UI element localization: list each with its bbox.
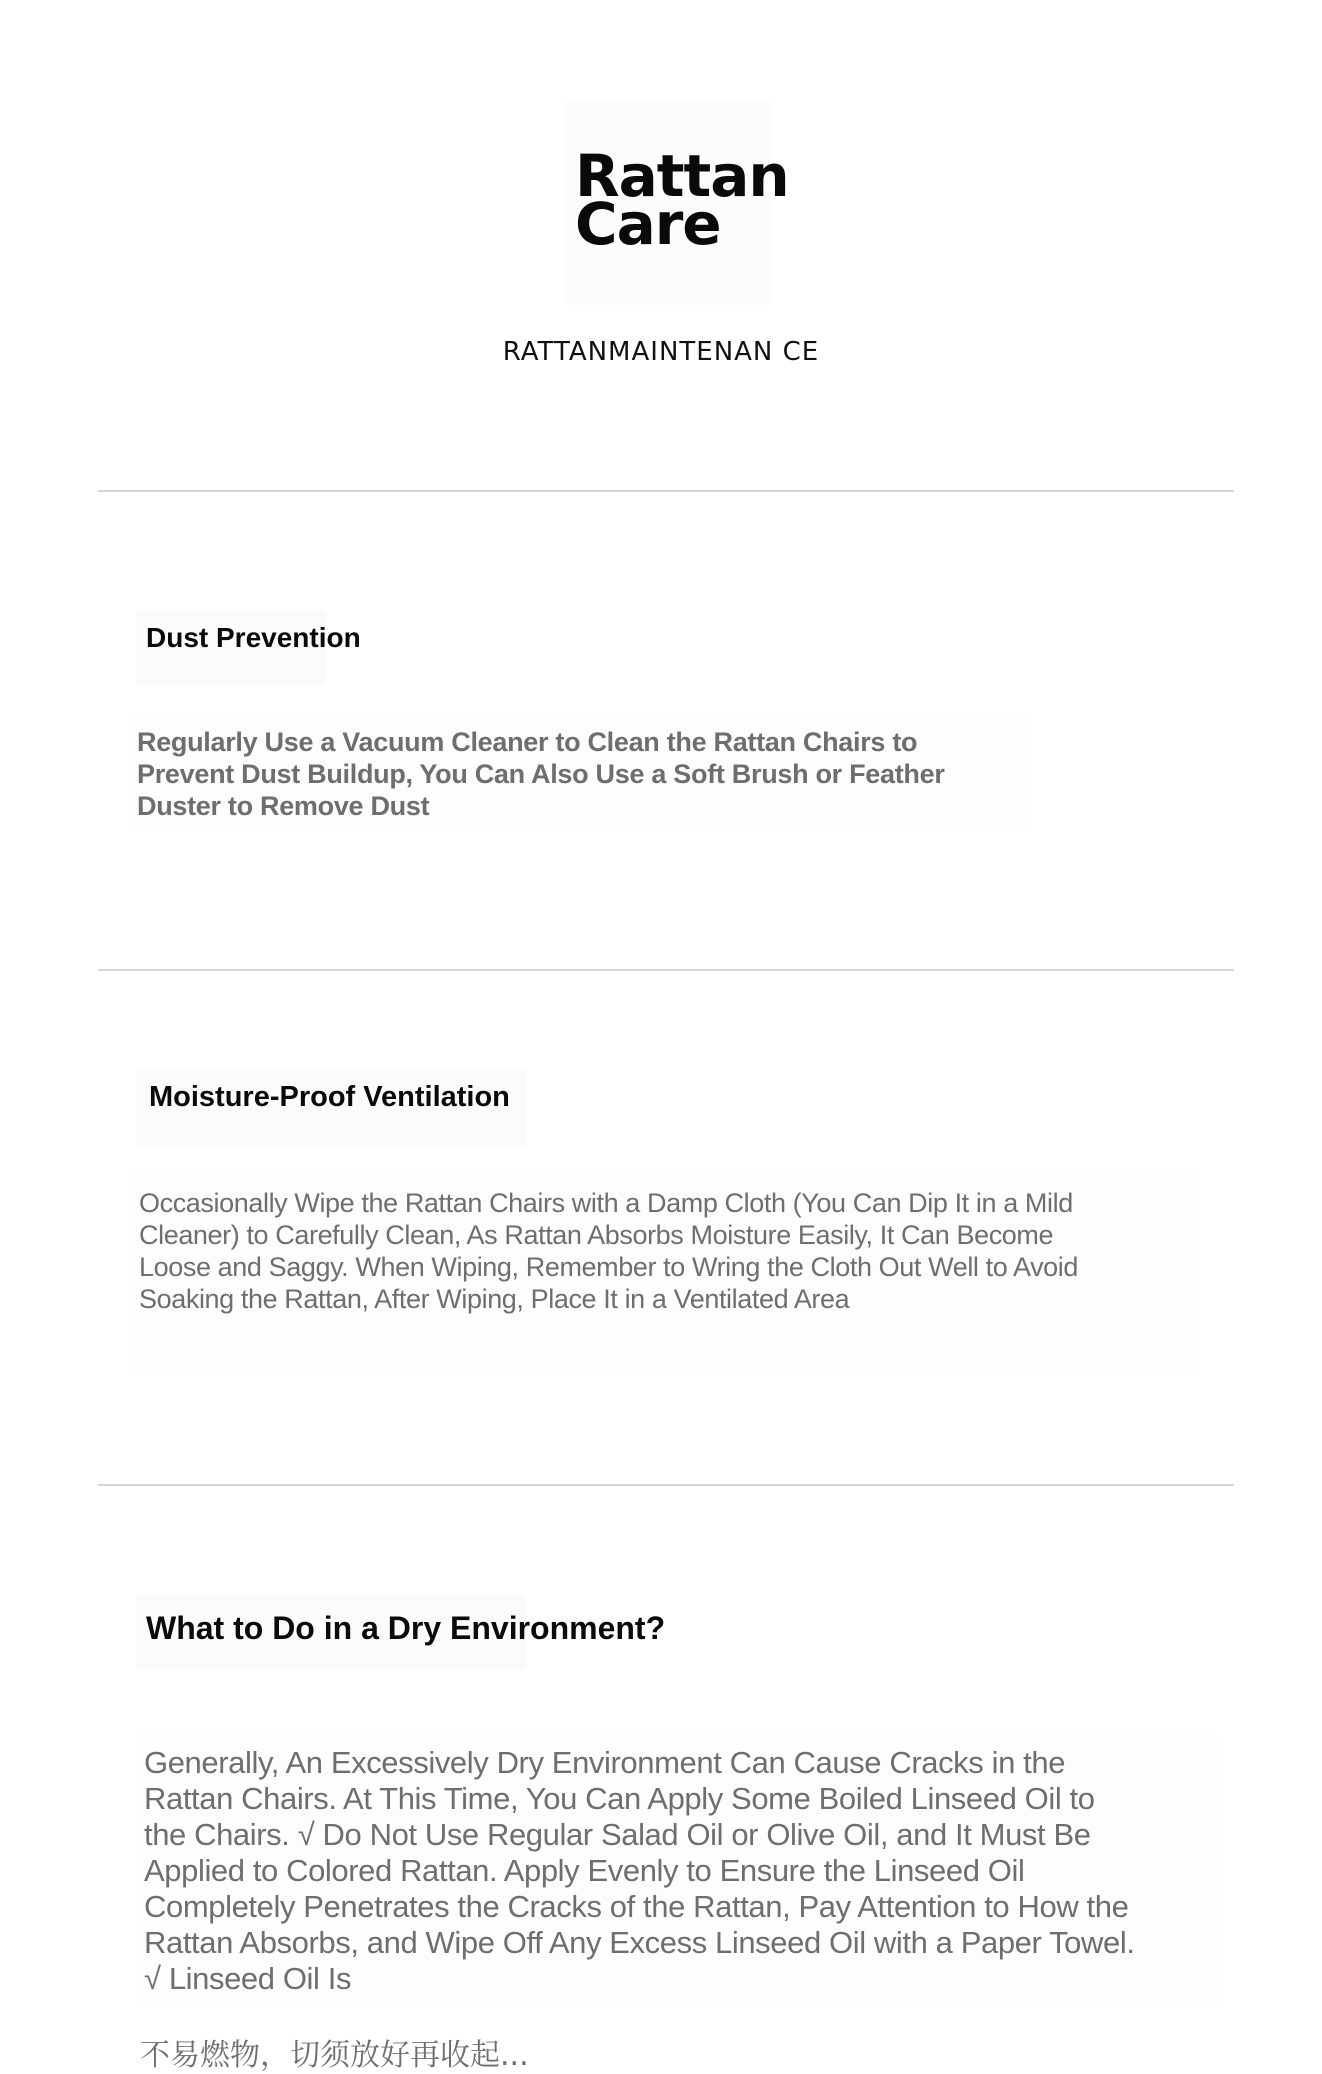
divider-top	[98, 490, 1234, 492]
logo-title	[575, 142, 789, 258]
section-body-cutoff-line: 不易燃物，切须放好再收起...	[140, 2038, 529, 2073]
page-subtitle: RATTANMAINTENAN CE	[502, 337, 820, 367]
section-body: Occasionally Wipe the Rattan Chairs with a Damp Cloth (You Can Dip It in a Mild Cleaner) to Carefully Clean, As Rattan Absorbs Moisture Easily, It Can Become Loose and Saggy. When Wiping, Remember to Wring the Cloth Out Well to Avoid Soaking the Rattan, After Wiping, Place It in a Ventilated Area	[139, 1188, 1078, 1314]
section-body: Generally, An Excessively Dry Environment Can Cause Cracks in the Rattan Chairs. At This Time, You Can Apply Some Boiled Linseed Oil to the Chairs. √ Do Not Use Regular Salad Oil or Olive Oil, and It Must Be Applied to Colored Rattan. Apply Evenly to Ensure the Linseed Oil Completely Penetrates the Cracks of the Rattan, Pay Attention to How the Rattan Absorbs, and Wipe Off Any Excess Linseed Oil with a Paper Towel. √ Linseed Oil Is	[144, 1745, 1135, 1996]
divider-1	[98, 969, 1234, 971]
section-heading: Dust Prevention	[146, 622, 361, 653]
section-heading: Moisture-Proof Ventilation	[149, 1081, 510, 1113]
divider-2	[98, 1484, 1234, 1486]
logo-line-1: Rattan	[575, 142, 789, 210]
logo-line-2: Care	[575, 190, 721, 258]
section-body: Regularly Use a Vacuum Cleaner to Clean the Rattan Chairs to Prevent Dust Buildup, You Can Also Use a Soft Brush or Feather Duster to Remove Dust	[137, 727, 945, 821]
section-heading: What to Do in a Dry Environment?	[146, 1610, 666, 1646]
